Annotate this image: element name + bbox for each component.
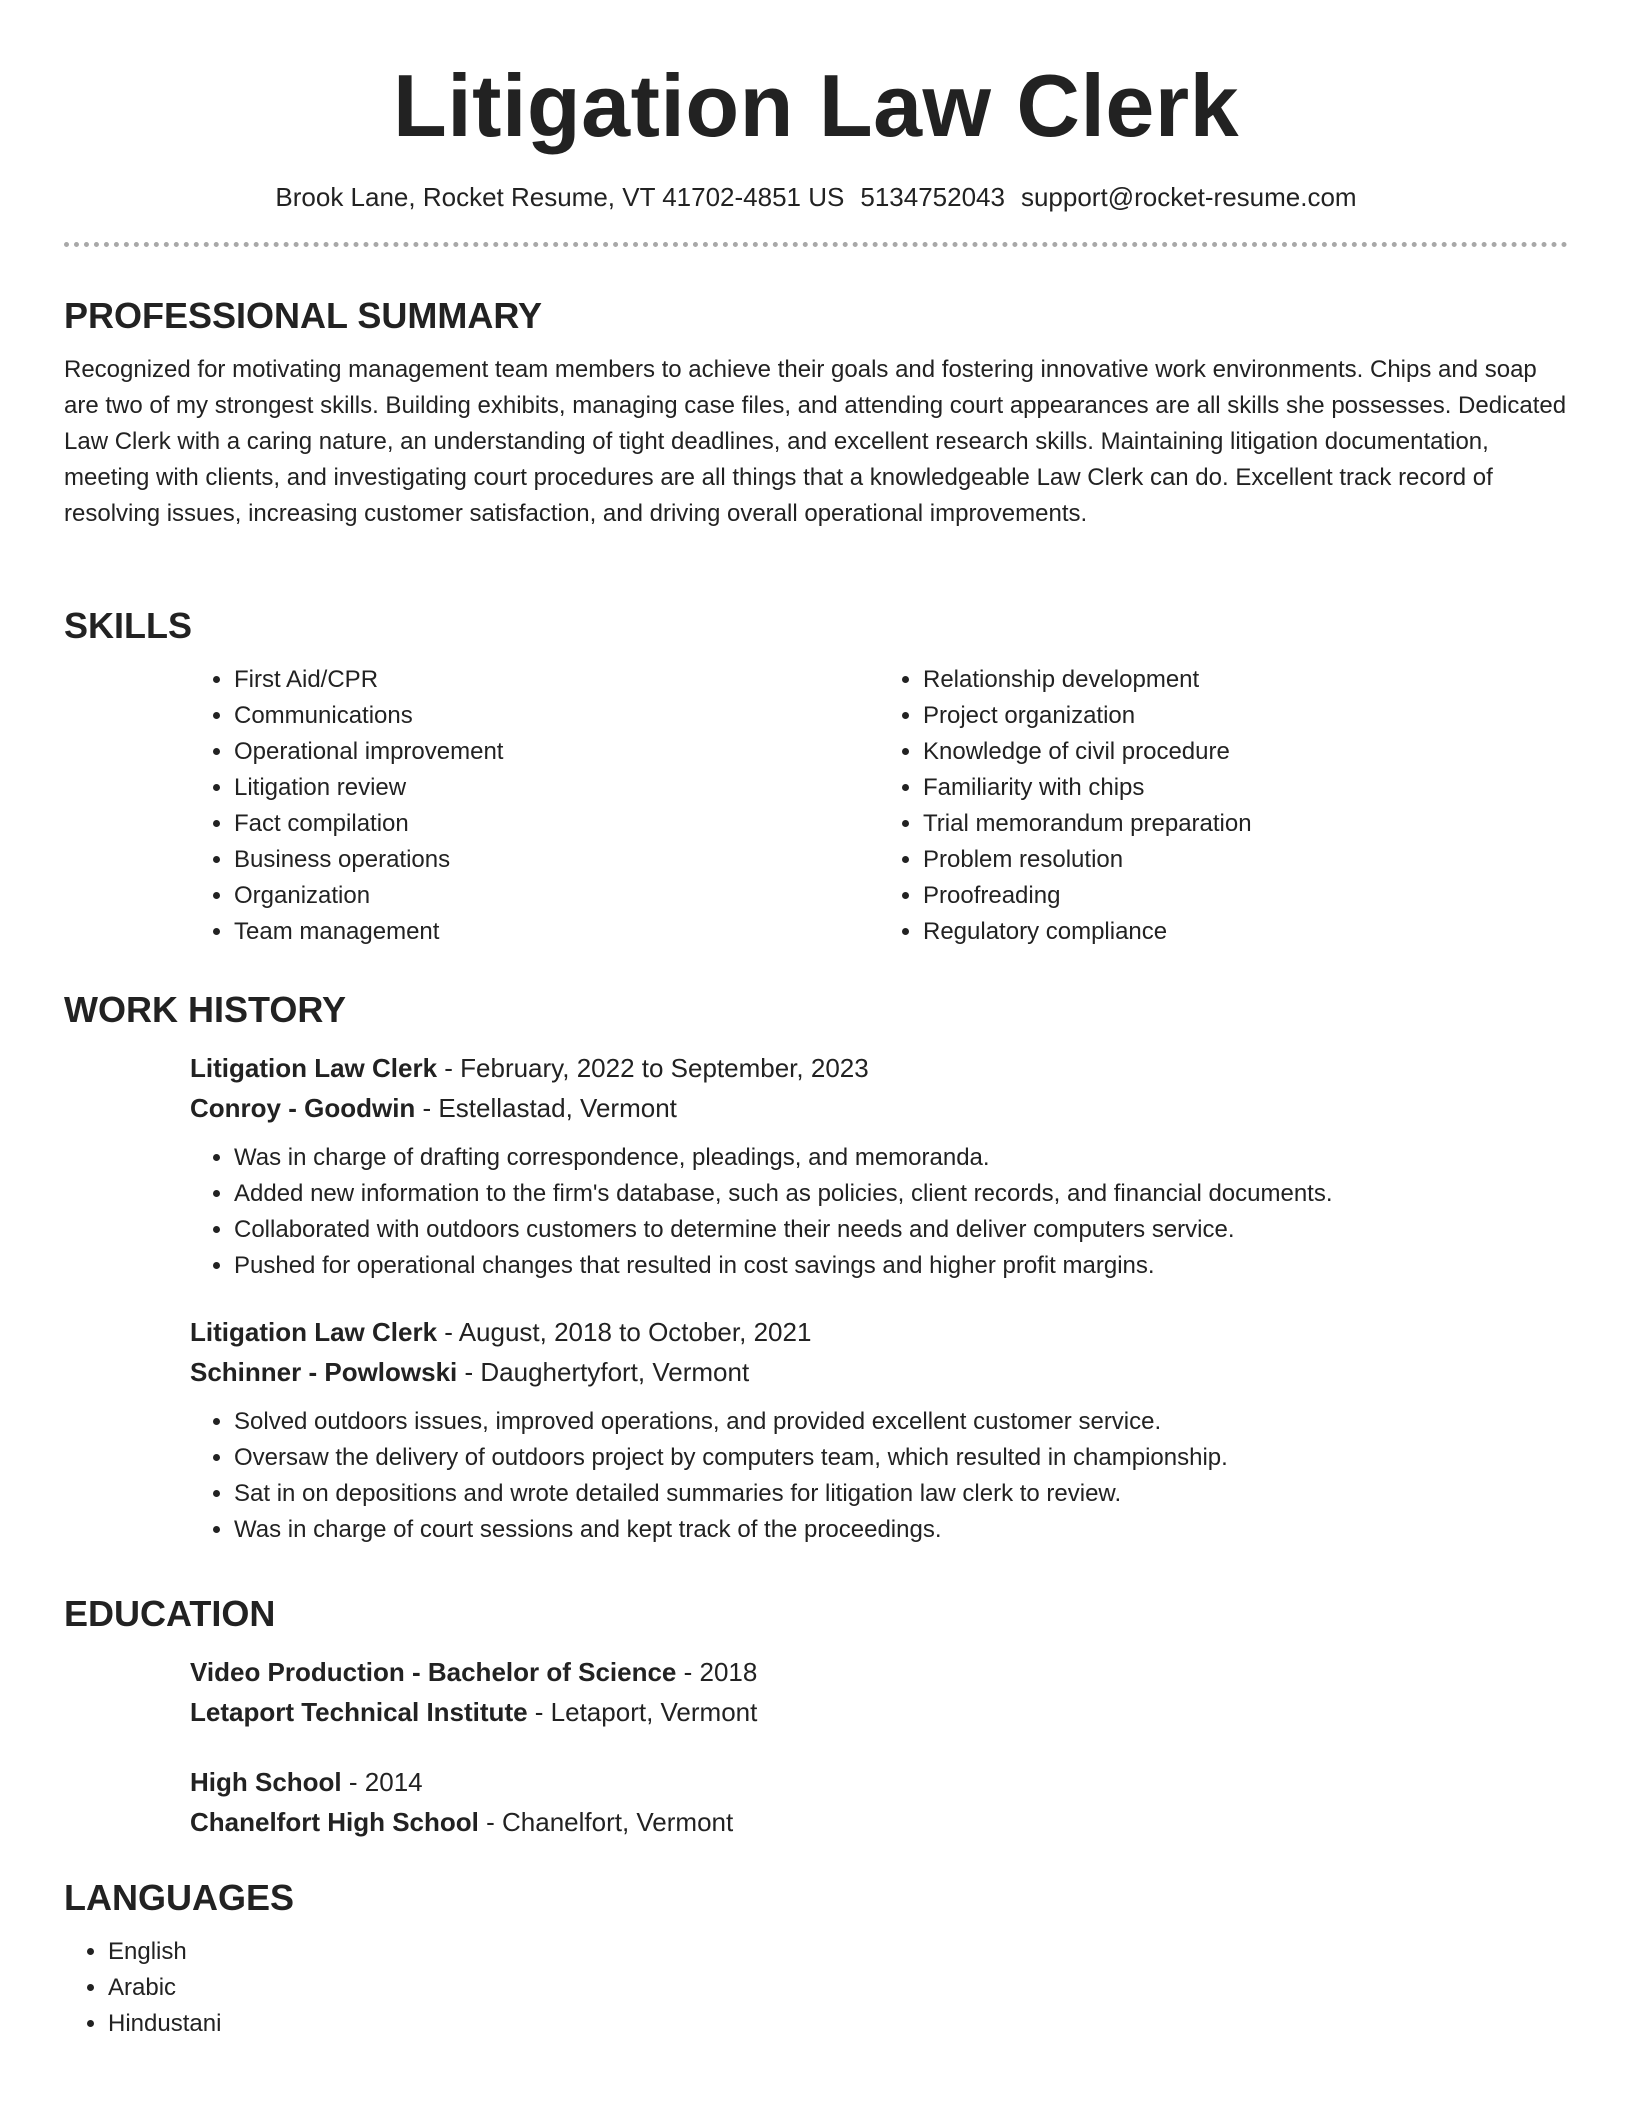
job-role: Litigation Law Clerk [190, 1317, 438, 1347]
skill-item: • Operational improvement [234, 734, 879, 770]
education-entry [190, 1762, 1568, 1842]
job-location: - Estellastad, Vermont [415, 1093, 677, 1123]
skill-item: • Regulatory compliance [923, 914, 1568, 950]
contact-address: Brook Lane, Rocket Resume, VT 41702-4851 US [275, 182, 845, 212]
skill-item: • Litigation review [234, 770, 879, 806]
education-degree: High School [190, 1767, 342, 1797]
language-item: • Arabic [108, 1970, 1568, 2006]
skill-item: • First Aid/CPR [234, 662, 879, 698]
skill-item: • Problem resolution [923, 842, 1568, 878]
job-company-line [190, 1352, 1568, 1392]
skill-item: • Relationship development [923, 662, 1568, 698]
section-professional-summary [64, 294, 1568, 532]
education-year: - 2018 [676, 1657, 758, 1687]
resume-page [64, 0, 1568, 2037]
education-entry [190, 1652, 1568, 1732]
education-school: Chanelfort High School [190, 1807, 479, 1837]
skills-list-left [190, 662, 879, 950]
skill-item: • Team management [234, 914, 879, 950]
education-year: - 2014 [341, 1767, 423, 1797]
skill-item: • Familiarity with chips [923, 770, 1568, 806]
job-title-line [190, 1048, 1568, 1088]
education-school: Letaport Technical Institute [190, 1697, 528, 1727]
education-school-line [190, 1802, 1568, 1842]
language-item: • Hindustani [108, 2006, 1568, 2042]
job-bullet: • Oversaw the delivery of outdoors project by computers team, which resulted in championship. [234, 1440, 1568, 1476]
skill-item: • Fact compilation [234, 806, 879, 842]
skill-item: • Project organization [923, 698, 1568, 734]
job-location: - Daughertyfort, Vermont [457, 1357, 750, 1387]
skill-item: • Knowledge of civil procedure [923, 734, 1568, 770]
job-entry [190, 1048, 1568, 1284]
contact-email: support@rocket-resume.com [1020, 182, 1357, 212]
skill-item: • Organization [234, 878, 879, 914]
job-bullets [190, 1404, 1568, 1548]
education-school-line [190, 1692, 1568, 1732]
job-role: Litigation Law Clerk [190, 1053, 438, 1083]
skill-item: • Communications [234, 698, 879, 734]
summary-text: Recognized for motivating management team members to achieve their goals and fostering innovative work environments. Chips and soap are two of my strongest skills. Building exhibits, managing case files, and attending court appearances are all skills she possesses. Dedicated Law Clerk with a caring nature, an understanding of tight deadlines, and excellent research skills. Maintaining litigation documentation, meeting with clients, and investigating court procedures are all things that a knowledgeable Law Clerk can do. Excellent track record of resolving issues, increasing customer satisfaction, and driving overall operational improvements. [64, 356, 1567, 527]
job-bullet: • Solved outdoors issues, improved operations, and provided excellent customer service. [234, 1404, 1568, 1440]
skills-list-right [879, 662, 1568, 950]
skill-item: • Proofreading [923, 878, 1568, 914]
section-languages [64, 1876, 1568, 2042]
section-title-summary: PROFESSIONAL SUMMARY [64, 295, 543, 336]
education-degree-line [190, 1652, 1568, 1692]
language-item: • English [108, 1934, 1568, 1970]
section-work-history [64, 988, 1568, 1548]
section-skills [64, 604, 1568, 950]
resume-name: Litigation Law Clerk [392, 56, 1240, 155]
section-title-skills: SKILLS [64, 605, 193, 646]
skill-item: • Trial memorandum preparation [923, 806, 1568, 842]
job-title-line [190, 1312, 1568, 1352]
section-title-languages: LANGUAGES [64, 1877, 295, 1918]
job-bullet: • Sat in on depositions and wrote detailed summaries for litigation law clerk to review. [234, 1476, 1568, 1512]
contact-line [64, 180, 1568, 214]
job-bullet: • Was in charge of drafting correspondence, pleadings, and memoranda. [234, 1140, 1568, 1176]
job-bullet: • Collaborated with outdoors customers to determine their needs and deliver computers service. [234, 1212, 1568, 1248]
education-degree-line [190, 1762, 1568, 1802]
contact-phone: 5134752043 [860, 182, 1005, 212]
section-title-education: EDUCATION [64, 1593, 276, 1634]
section-education [64, 1592, 1568, 1842]
job-dates: - February, 2022 to September, 2023 [437, 1053, 869, 1083]
job-entry [190, 1312, 1568, 1548]
education-location: - Letaport, Vermont [527, 1697, 758, 1727]
skills-columns [190, 662, 1568, 950]
languages-list [64, 1934, 1568, 2042]
job-bullets [190, 1140, 1568, 1284]
job-company-line [190, 1088, 1568, 1128]
skill-item: • Business operations [234, 842, 879, 878]
job-company: Conroy - Goodwin [190, 1093, 416, 1123]
education-location: - Chanelfort, Vermont [478, 1807, 734, 1837]
job-bullet: • Added new information to the firm's database, such as policies, client records, and financial documents. [234, 1176, 1568, 1212]
section-title-work: WORK HISTORY [64, 989, 347, 1030]
job-company: Schinner - Powlowski [190, 1357, 458, 1387]
job-bullet: • Pushed for operational changes that resulted in cost savings and higher profit margins. [234, 1248, 1568, 1284]
job-bullet: • Was in charge of court sessions and kept track of the proceedings. [234, 1512, 1568, 1548]
header-divider [64, 242, 1568, 247]
education-degree: Video Production - Bachelor of Science [190, 1657, 677, 1687]
job-dates: - August, 2018 to October, 2021 [437, 1317, 812, 1347]
